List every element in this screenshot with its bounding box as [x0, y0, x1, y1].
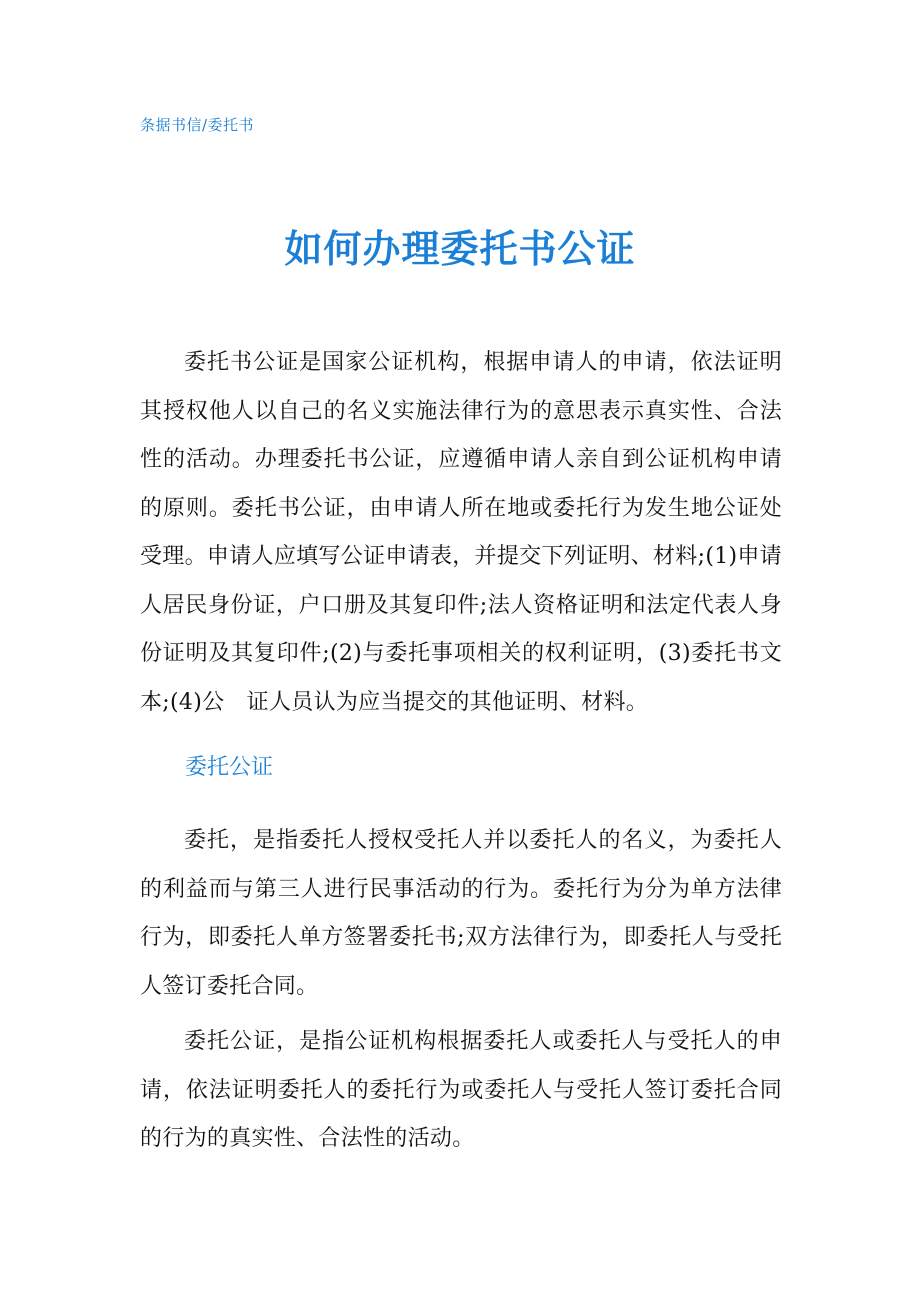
paragraph-intro: 委托书公证是国家公证机构，根据申请人的申请，依法证明其授权他人以自己的名义实施法律行为的意思表示真实性、合法性的活动。办理委托书公证，应遵循申请人亲自到公证机构申请的原则。委托书公证，由申请人所在地或委托行为发生地公证处受理。申请人应填写公证申请表，并提交下列证明、材料;(1)申请人居民身份证，户口册及其复印件;法人资格证明和法定代表人身份证明及其复印件;(2)与委托事项相关的权利证明，(3)委托书文本;(4)公 证人员认为应当提交的其他证明、材料。 — [140, 350, 782, 715]
section-heading: 委托公证 — [185, 755, 274, 780]
page-title: 如何办理委托书公证 — [284, 227, 636, 271]
paragraph-notarization: 委托公证，是指公证机构根据委托人或委托人与受托人的申请，依法证明委托人的委托行为或委托人与受托人签订委托合同的行为的真实性、合法性的活动。 — [140, 1029, 782, 1151]
breadcrumb[interactable]: 条据书信/委托书 — [140, 116, 255, 134]
paragraph-definition: 委托，是指委托人授权受托人并以委托人的名义，为委托人的利益而与第三人进行民事活动的行为。委托行为分为单方法律行为，即委托人单方签署委托书;双方法律行为，即委托人与受托人签订委托合同。 — [140, 828, 782, 999]
